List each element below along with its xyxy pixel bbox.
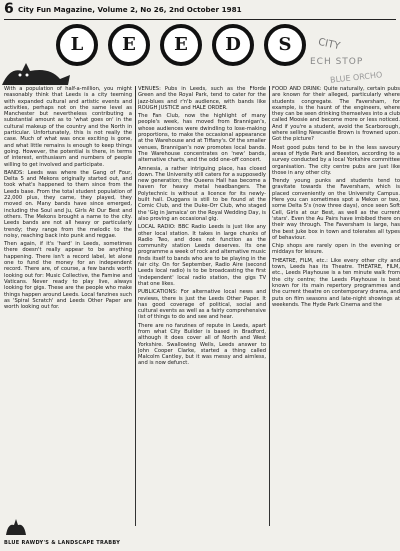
paragraph: LOCAL RADIO: BBC Radio Leeds is just like any other local station. It takes in large chunks of Radio Two, and does not function as the community station Leeds deserves. Its one programme a week of rock and alternative music finds itself to bands who are to be playing in the fair city. On for September, Radio Aire (second Leeds local radio) is to be broadcasting the first 'independent' local radio station, the gigs TV that one likes. (138, 224, 266, 287)
column-2 (138, 86, 266, 536)
paragraph: The Fan Club, now the highlight of many people's week, has moved from Brannigan's, whose audiences were dwindling to lose-making proportions, to make the occasional appearance at the Warehouse and at Tiffany's. Of the smaller venues, Brannigan's now promotes local bands. The Warehouse concentrates on 'new' bands, alternative charts, and the odd one-off concert. (138, 113, 266, 164)
paragraph: With a population of half-a-million, you might reasonably think that Leeds is a city teeming with expanded cultural and artistic events and activities, perhaps not on the same level as Manchester but nevertheless contributing a substantial amount as to 'what goes on' in the cultural makeup of the country and the North in particular. Unfortunately, this is not really the case. Much of what was once exciting is gone, and what little remains is enough to keep things going. However, the potential is there, in terms of interest, enthusiasm and numbers of people willing to get involved and participate. (4, 86, 132, 168)
banner-letter-s: S (264, 24, 306, 66)
paragraph: Chip shops are rarely open in the evening or middays for leisure. (272, 243, 400, 256)
paragraph: VENUES: Pubs in Leeds, such as the Fforde Green and the Royal Park, tend to cater for the jazz-blues and r'n'b audience, with bands like ROUGH JUSTICE and HALE ORDER. (138, 86, 266, 111)
banner-letter-l: L (56, 24, 98, 66)
footer-caption: BLUE RAWDY'S & LANDSCAPE TRABBY (4, 540, 121, 546)
page-header (4, 3, 396, 19)
collage-text-3: BLUE ORCHO (329, 70, 383, 85)
paragraph: BANDS: Leeds was where the Gang of Four, Delta 5 and Mekons originally started out, and took what's happened to them since from the Leeds base. From the total student population of 22,000 plus, they came, they played, they moved on. Many bands have since emerged, including the Soul and Ju, Girls At Our Best and others. The Mekons brought a name to the city. Leeds bands are not all heavy or particularly trendy; they range from the melodic to the noisy, reaching back into punk and reggae. (4, 169, 132, 239)
header-rule (4, 19, 396, 20)
paragraph: THEATRE, FILM, etc.: Like every other city and town, Leeds has its Theatre. THEATRE, FILM, etc., Leeds Playhouse is a ten minute walk from the city centre; the Leeds Playhouse is best known for its main repertory programmes and the current theatre on contemporary drama, and puts on film seasons and late-night showings at weekends. The Hyde Park Cinema and the (272, 257, 400, 308)
cat-logo-icon (4, 515, 28, 537)
collage-text-2: ECH STOP (310, 57, 364, 67)
article-body (4, 86, 400, 536)
column-divider (269, 86, 270, 526)
banner-letter-d: D (212, 24, 254, 66)
column-divider (135, 86, 136, 526)
paragraph: FOOD AND DRINK: Quite naturally, certain pubs are known for their alleged, particularly where students congregate. The Faversham, for example, is the haunt of the engineers, where they can be seen drinking themselves into a club called Moosie and become more or less noticed. And if you're a student, avoid the Scarborough, where selling Newcastle Brown is frowned upon. Got the picture? (272, 86, 400, 143)
banner-letter-e2: E (160, 24, 202, 66)
paragraph: Most good pubs tend to be in the less savoury areas of Hyde Park and Beeston, according to a survey conducted by a local Yorkshire committee organisation. The city centre pubs are just like those in any other city. (272, 144, 400, 176)
column-3 (272, 86, 400, 536)
paragraph: There are no fanzines of repute in Leeds, apart from what City Builder is based in Bradford, although it does cover all of North and West Yorkshire. Swallowing Wells, Leeds answer to John Cooper Clarke, started a thing called Malcolm Cantley, but it was messy and aimless, and is now defunct. (138, 322, 266, 367)
paragraph: Then again, if it's 'hard' in Leeds, sometimes there doesn't really appear to be anything happening. There isn't a record label, let alone one to fund the money for an independent record. There are, of course, a few bands worth looking out for: Music Collective, the Famine and Vaticans. Never ready to play live, always looking for gigs. These are the people who make things happen around Leeds. Local fanzines such as 'Spiral Scratch' and Leeds Other Paper are worth looking out for. (4, 241, 132, 311)
collage-text-1: CITY (317, 36, 342, 53)
paragraph: Amnesia, a rather intriguing place, has closed down. The University still caters for a supposedly new generation; the Queens Hall has become a haven for heavy metal headbangers. The Polytechnic is without a licence for its newly-built hall. Duggans is still to be found at the Comic Club, and the Duke-Orr Club, who staged the 'Gig in Jamaica' on the Royal Wedding Day, is also proving an occasional gig. (138, 165, 266, 222)
paragraph: PUBLICATIONS: For alternative local news and reviews, there is just the Leeds Other Paper. It has good coverage of political, social and cultural events as well as a fairly comprehensive list of things to do and see and hear. (138, 289, 266, 321)
masthead-text: City Fun Magazine, Volume 2, No 26, 2nd October 1981 (18, 5, 242, 14)
leeds-banner (0, 21, 400, 85)
column-1 (4, 86, 132, 536)
page-number: 6 (4, 1, 14, 17)
paragraph: Trendy young punks and students tend to gravitate towards the Faversham, which is placed conveniently on the University Campus. Here you can sometimes spot a Mekon or two, some Delta 5's (now three days), once seen Soft Cell, Girls at our Best, as well as the current 'stars'. Even the Au Pairs have imbibed there on their way through. The Faversham is large, has the best juke box in town and tolerates all types of behaviour. (272, 178, 400, 241)
banner-letter-e1: E (108, 24, 150, 66)
